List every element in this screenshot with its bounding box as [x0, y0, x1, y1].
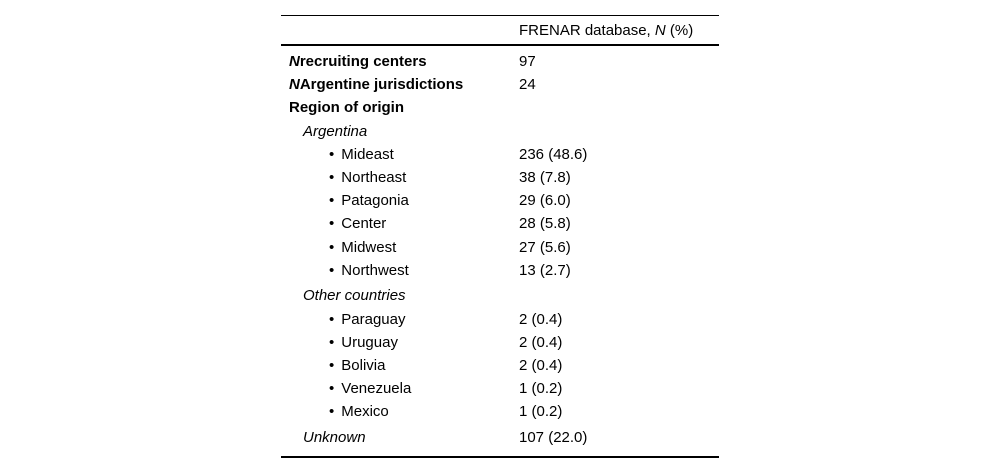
table-row-unknown	[281, 426, 719, 449]
table-row-region-of-origin	[281, 96, 719, 119]
n-symbol: N	[289, 53, 300, 71]
table-row-patagonia	[281, 189, 719, 212]
row-label-text: Mideast	[341, 145, 394, 163]
row-value: 27 (5.6)	[519, 238, 571, 256]
table-row-argentina	[281, 120, 719, 143]
frenar-table	[281, 15, 719, 458]
row-label	[281, 53, 519, 70]
table-header-row	[281, 16, 719, 46]
bullet-icon: •	[329, 192, 335, 210]
row-label	[281, 262, 519, 279]
n-symbol: N	[289, 76, 300, 94]
bullet-icon: •	[329, 380, 335, 398]
row-label: Other countries	[303, 287, 406, 305]
row-label	[281, 76, 519, 93]
bullet-icon: •	[329, 357, 335, 375]
row-label	[281, 192, 519, 209]
bullet-icon: •	[329, 333, 335, 351]
bullet-icon: •	[329, 261, 335, 279]
row-label	[281, 239, 519, 256]
row-label	[281, 215, 519, 232]
row-label	[281, 311, 519, 328]
row-label	[281, 357, 519, 374]
table-row-bolivia	[281, 354, 719, 377]
row-label-text: Venezuela	[341, 380, 412, 398]
row-value: 13 (2.7)	[519, 261, 571, 279]
row-value: 97	[519, 53, 536, 71]
table-row-northwest	[281, 259, 719, 282]
row-label	[281, 403, 519, 420]
table-row-mideast	[281, 143, 719, 166]
table-row-other-countries	[281, 284, 719, 307]
row-label-text: Bolivia	[341, 357, 386, 375]
row-label-text: Patagonia	[341, 192, 409, 210]
column-header-n-symbol: N	[654, 21, 666, 39]
table-row-venezuela	[281, 377, 719, 400]
bullet-icon: •	[329, 403, 335, 421]
table-row-recruiting-centers	[281, 50, 719, 73]
table-row-midwest	[281, 236, 719, 259]
row-value: 1 (0.2)	[519, 380, 563, 398]
row-label	[281, 169, 519, 186]
row-label: Region of origin	[289, 99, 404, 117]
bullet-icon: •	[329, 238, 335, 256]
table-row-paraguay	[281, 308, 719, 331]
row-label	[281, 334, 519, 351]
row-value: 28 (5.8)	[519, 215, 571, 233]
column-header-frenar	[519, 22, 693, 39]
row-value: 236 (48.6)	[519, 145, 588, 163]
column-header-prefix: FRENAR database,	[519, 21, 655, 39]
table-row-mexico	[281, 400, 719, 423]
row-label	[281, 380, 519, 397]
row-value: 1 (0.2)	[519, 403, 563, 421]
row-label-text: Midwest	[341, 238, 397, 256]
row-label-text: Northeast	[341, 169, 407, 187]
bullet-icon: •	[329, 169, 335, 187]
table-row-center	[281, 212, 719, 235]
row-label: Argentina	[303, 122, 368, 140]
row-label-text: Paraguay	[341, 310, 406, 328]
row-value: 38 (7.8)	[519, 169, 571, 187]
row-value: 29 (6.0)	[519, 192, 571, 210]
row-value: 107 (22.0)	[519, 429, 588, 447]
row-label-text: recruiting centers	[299, 53, 427, 71]
bullet-icon: •	[329, 145, 335, 163]
row-value: 2 (0.4)	[519, 333, 563, 351]
bullet-icon: •	[329, 215, 335, 233]
row-label-text: Argentine jurisdictions	[299, 76, 464, 94]
row-label: Unknown	[303, 429, 366, 447]
row-label	[281, 146, 519, 163]
table-row-northeast	[281, 166, 719, 189]
row-label-text: Mexico	[341, 403, 389, 421]
row-label-text: Center	[341, 215, 387, 233]
column-header-suffix: (%)	[665, 21, 694, 39]
row-label-text: Northwest	[341, 261, 409, 279]
row-value: 2 (0.4)	[519, 357, 563, 375]
row-label-text: Uruguay	[341, 333, 398, 351]
row-value: 24	[519, 76, 536, 94]
row-value: 2 (0.4)	[519, 310, 563, 328]
table-row-uruguay	[281, 331, 719, 354]
bullet-icon: •	[329, 310, 335, 328]
table-body	[281, 46, 719, 458]
table-row-argentine-jurisdictions	[281, 73, 719, 96]
